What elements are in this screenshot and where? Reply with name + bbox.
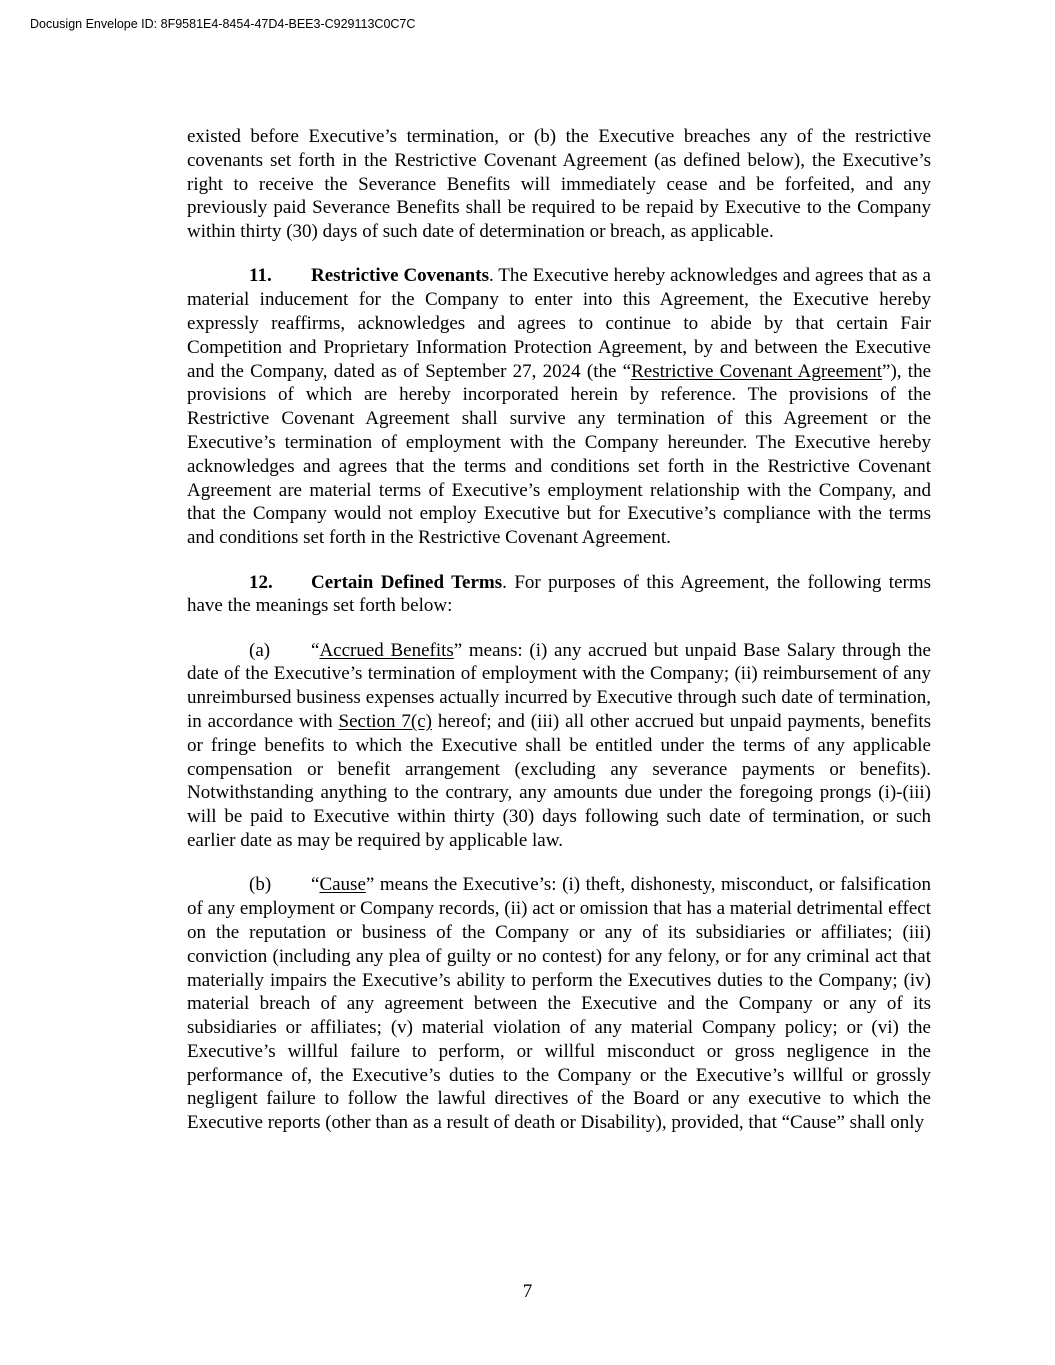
section-11-text-b: ”), the provisions of which are hereby incorporated herein by reference. The provisions of the Restrictive Covenant Agreement shall survive any termination of this Agreement or the Executive’s termination of employment with the Company hereunder. The Executive hereby acknowledges and agrees that the terms and conditions set forth in the Restrictive Covenant Agreement are material terms of Executive’s employment relationship with the Company, and that the Company would not employ Executive but for Executive’s compliance with the terms and conditions set forth in the Restrictive Covenant Agreement. [187, 360, 931, 549]
sub-a-text-a: ” means: (i) any accrued but unpaid Base Salary through the date of the Executive’s termination of employment with the Company; (ii) reimbursement of any unreimbursed business expenses actually incurred by Executive through such date of termination, in accordance with [187, 639, 931, 733]
section-11-number: 11. [249, 265, 272, 287]
sub-a-label: (a) [249, 639, 271, 661]
definition-accrued-benefits [187, 639, 931, 853]
section-12-heading: Certain Defined Terms [311, 571, 503, 593]
section-11-restrictive-covenants [187, 264, 931, 550]
defined-term-cause: Cause [319, 874, 366, 896]
document-body [187, 125, 931, 1156]
paragraph-continued [187, 125, 931, 244]
section-reference-7c: Section 7(c) [338, 711, 432, 733]
paragraph-continued-text: existed before Executive’s termination, or (b) the Executive breaches any of the restrictive covenants set forth in the Restrictive Covenant Agreement (as defined below), the Executive’s right to receive the Severance Benefits will immediately cease and be forfeited, and any previously paid Severance Benefits shall be required to be repaid by Executive to the Company within thirty (30) days of such date of determination or breach, as applicable. [187, 126, 931, 243]
defined-term-restrictive-covenant-agreement: Restrictive Covenant Agreement [631, 360, 883, 382]
page-number: 7 [522, 1281, 533, 1302]
section-11-text-a: . The Executive hereby acknowledges and agrees that as a material inducement for the Company to enter into this Agreement, the Executive hereby expressly reaffirms, acknowledges and agrees to continue to abide by that certain Fair Competition and Proprietary Information Protection Agreement, by and between the Executive and the Company, dated as of September 27, 2024 (the “ [187, 265, 931, 382]
sub-b-text: ” means the Executive’s: (i) theft, dishonesty, misconduct, or falsification of any employment or Company records, (ii) act or omission that has a material detrimental effect on the reputation or business of the Company or any of its subsidiaries or affiliates; (iii) conviction (including any plea of guilty or no contest) for any felony, or for any criminal act that materially impairs the Executive’s ability to perform the Executives duties to the Company; (iv) material breach of any agreement between the Executive and the Company or any of its subsidiaries or affiliates; (v) material violation of any material Company policy; or (vi) the Executive’s willful failure to perform, or willful misconduct or gross negligence in the performance of, the Executive’s duties to the Company or the Executive’s willful or grossly negligent failure to follow the lawful directives of the Board or any executive to which the Executive reports (other than as a result of death or Disability), provided, that “Cause” shall only [187, 874, 931, 1134]
sub-b-open-quote: “ [311, 874, 320, 896]
docusign-envelope-id: Docusign Envelope ID: 8F9581E4-8454-47D4-BEE3-C929113C0C7C [30, 17, 416, 31]
section-12-certain-defined-terms [187, 571, 931, 619]
sub-b-label: (b) [249, 874, 272, 896]
definition-cause [187, 873, 931, 1135]
defined-term-accrued-benefits: Accrued Benefits [319, 639, 454, 661]
section-12-text: . For purposes of this Agreement, the following terms have the meanings set forth below: [187, 571, 932, 617]
sub-a-open-quote: “ [311, 639, 320, 661]
sub-a-text-b: hereof; and (iii) all other accrued but unpaid payments, benefits or fringe benefits to which the Executive shall be entitled under the terms of any applicable compensation or benefit arrangement (excluding any severance payments or benefits). Notwithstanding anything to the contrary, any amounts due under the foregoing prongs (i)-(iii) will be paid to Executive within thirty (30) days following such date of termination, or such earlier date as may be required by applicable law. [187, 711, 932, 852]
section-12-number: 12. [249, 571, 273, 593]
section-11-heading: Restrictive Covenants [311, 265, 489, 287]
